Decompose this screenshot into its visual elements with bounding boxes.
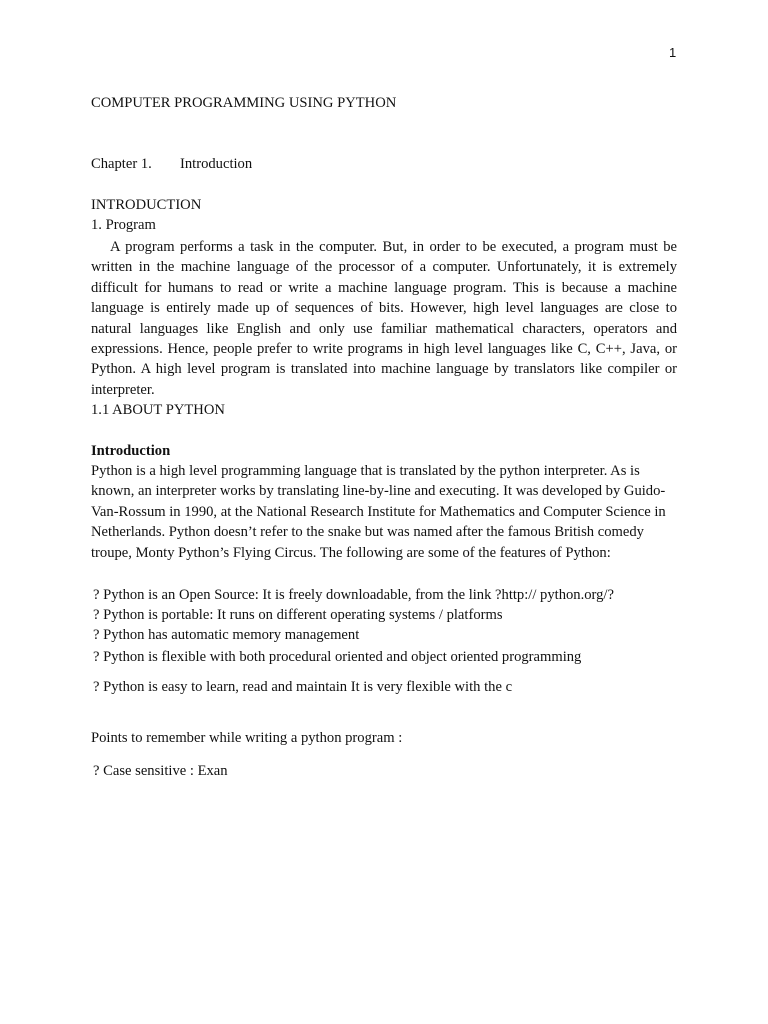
feature-item: ? Python is easy to learn, read and maintain It is very flexible with the c <box>93 679 513 695</box>
page-number: 1 <box>669 45 677 60</box>
about-python-heading: 1.1 ABOUT PYTHON <box>91 402 225 418</box>
point-item: ? Case sensitive : Exan <box>93 763 228 779</box>
feature-item: ? Python has automatic memory management <box>93 627 360 643</box>
program-paragraph: A program performs a task in the computer. But, in order to be executed, a program must be written in the machine language of the processor of a computer. Unfortunately, it is extremely difficult for humans to read or write a machine language program. This is because a machine language is entirely made up of sequences of bits. However, high level languages are close to natural languages like English and only use familiar mathematical characters, operators and expressions. Hence, people prefer to write programs in high level languages like C, C++, Java, or Python. A high level program is translated into machine language by translators like compiler or interpreter. <box>91 239 677 398</box>
document-title: COMPUTER PROGRAMMING USING PYTHON <box>91 95 397 111</box>
points-heading: Points to remember while writing a python program : <box>91 730 403 746</box>
chapter-number: Chapter 1. <box>91 156 152 172</box>
introduction-heading: Introduction <box>91 443 171 459</box>
feature-item: ? Python is an Open Source: It is freely downloadable, from the link ?http:// python.org/? <box>93 587 614 603</box>
python-paragraph: Python is a high level programming language that is translated by the python interpreter. As is known, an interpreter works by translating line-by-line and executing. It was developed by Guido-Van-Rossum in 1990, at the National Research Institute for Mathematics and Computer Science in Netherlands. Python doesn’t refer to the snake but was named after the famous British comedy troupe, Monty Python’s Flying Circus. The following are some of the features of Python: <box>91 463 666 561</box>
feature-item: ? Python is flexible with both procedural oriented and object oriented programming <box>93 649 582 665</box>
section-heading: INTRODUCTION <box>91 197 202 213</box>
feature-item: ? Python is portable: It runs on different operating systems / platforms <box>93 607 503 623</box>
chapter-title: Introduction <box>180 156 253 172</box>
program-heading: 1. Program <box>91 217 156 233</box>
